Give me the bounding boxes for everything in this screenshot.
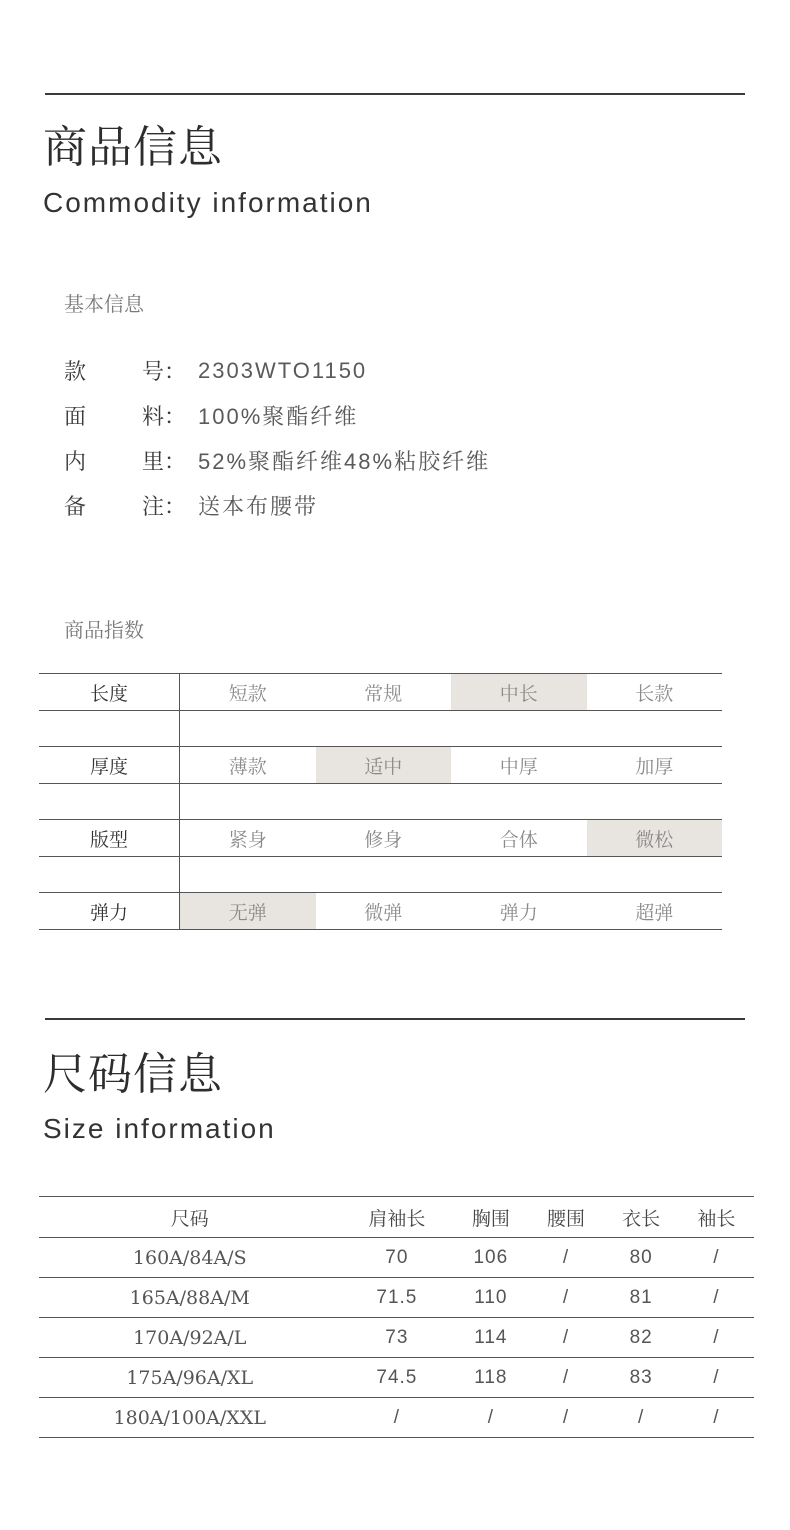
index-label: 弹力 <box>39 893 180 929</box>
index-spacer-row <box>39 857 722 893</box>
value-cell: / <box>453 1398 528 1438</box>
index-spacer-row <box>39 711 722 747</box>
index-option: 短款 <box>228 682 267 705</box>
info-value: 送本布腰带 <box>198 494 319 519</box>
index-option: 修身 <box>364 828 403 851</box>
info-value: 52%聚酯纤维48%粘胶纤维 <box>198 449 491 474</box>
table-row <box>39 1358 754 1398</box>
size-title-cn: 尺码信息 <box>43 1049 223 1100</box>
index-option: 超弹 <box>635 901 674 924</box>
index-option: 薄款 <box>228 755 267 778</box>
section-divider-size <box>45 1018 745 1020</box>
value-cell: / <box>679 1358 754 1398</box>
index-option: 长款 <box>635 682 674 705</box>
size-title-en: Size information <box>43 1113 276 1144</box>
index-label: 厚度 <box>39 747 180 783</box>
value-cell: 70 <box>341 1238 454 1278</box>
size-cell: 170A/92A/L <box>39 1318 341 1358</box>
value-cell: / <box>528 1318 603 1358</box>
header-bust: 胸围 <box>453 1197 528 1238</box>
basic-info-heading: 基本信息 <box>64 292 144 316</box>
value-cell: / <box>528 1398 603 1438</box>
index-option: 紧身 <box>228 828 267 851</box>
index-label: 版型 <box>39 820 180 856</box>
size-cell: 160A/84A/S <box>39 1238 341 1278</box>
info-row-lining <box>64 438 490 483</box>
size-cell: 175A/96A/XL <box>39 1358 341 1398</box>
size-table <box>39 1196 754 1438</box>
value-cell: / <box>679 1398 754 1438</box>
info-row-note <box>64 483 490 528</box>
value-cell: 74.5 <box>341 1358 454 1398</box>
section-divider-top <box>45 93 745 95</box>
size-table-header <box>39 1197 754 1238</box>
basic-info-list <box>64 348 490 528</box>
index-option: 合体 <box>499 828 538 851</box>
value-cell: 73 <box>341 1318 454 1358</box>
product-index-table <box>39 673 722 930</box>
index-option: 微松 <box>587 820 723 856</box>
value-cell: / <box>679 1238 754 1278</box>
index-row-fit <box>39 820 722 857</box>
info-label: 号： <box>142 360 187 385</box>
header-size: 尺码 <box>39 1197 341 1238</box>
value-cell: / <box>604 1398 679 1438</box>
value-cell: 80 <box>604 1238 679 1278</box>
info-row-fabric <box>64 393 490 438</box>
index-row-length <box>39 674 722 711</box>
value-cell: 114 <box>453 1318 528 1358</box>
info-label: 里： <box>142 450 187 475</box>
info-value: 2303WTO1150 <box>198 357 368 383</box>
info-value: 100%聚酯纤维 <box>198 404 359 429</box>
value-cell: 83 <box>604 1358 679 1398</box>
value-cell: 81 <box>604 1278 679 1318</box>
value-cell: / <box>528 1278 603 1318</box>
table-row <box>39 1278 754 1318</box>
index-label: 长度 <box>39 674 180 710</box>
index-row-thickness <box>39 747 722 784</box>
value-cell: 71.5 <box>341 1278 454 1318</box>
value-cell: 118 <box>453 1358 528 1398</box>
table-row <box>39 1398 754 1438</box>
index-option: 微弹 <box>364 901 403 924</box>
index-option: 无弹 <box>180 893 316 929</box>
info-row-style-number <box>64 348 490 393</box>
index-heading: 商品指数 <box>64 618 144 642</box>
index-option: 适中 <box>316 747 452 783</box>
info-label: 料： <box>142 405 187 430</box>
value-cell: 110 <box>453 1278 528 1318</box>
size-cell: 180A/100A/XXL <box>39 1398 341 1438</box>
size-cell: 165A/88A/M <box>39 1278 341 1318</box>
index-option: 中厚 <box>499 755 538 778</box>
table-row <box>39 1238 754 1278</box>
info-label: 内 <box>64 450 87 475</box>
index-option: 中长 <box>451 674 587 710</box>
value-cell: / <box>679 1318 754 1358</box>
header-shoulder-sleeve: 肩袖长 <box>341 1197 454 1238</box>
header-length: 衣长 <box>604 1197 679 1238</box>
info-label: 面 <box>64 405 87 430</box>
index-spacer-row <box>39 784 722 820</box>
index-option: 弹力 <box>499 901 538 924</box>
info-label: 备 <box>64 495 87 520</box>
commodity-title-cn: 商品信息 <box>43 122 223 173</box>
value-cell: 106 <box>453 1238 528 1278</box>
value-cell: / <box>679 1278 754 1318</box>
value-cell: / <box>528 1238 603 1278</box>
value-cell: / <box>528 1358 603 1398</box>
info-label: 注： <box>142 495 187 520</box>
value-cell: 82 <box>604 1318 679 1358</box>
value-cell: / <box>341 1398 454 1438</box>
index-option: 常规 <box>364 682 403 705</box>
header-waist: 腰围 <box>528 1197 603 1238</box>
header-sleeve: 袖长 <box>679 1197 754 1238</box>
commodity-title-en: Commodity information <box>43 187 373 218</box>
info-label: 款 <box>64 360 87 385</box>
index-option: 加厚 <box>635 755 674 778</box>
index-row-elasticity <box>39 893 722 930</box>
table-row <box>39 1318 754 1358</box>
